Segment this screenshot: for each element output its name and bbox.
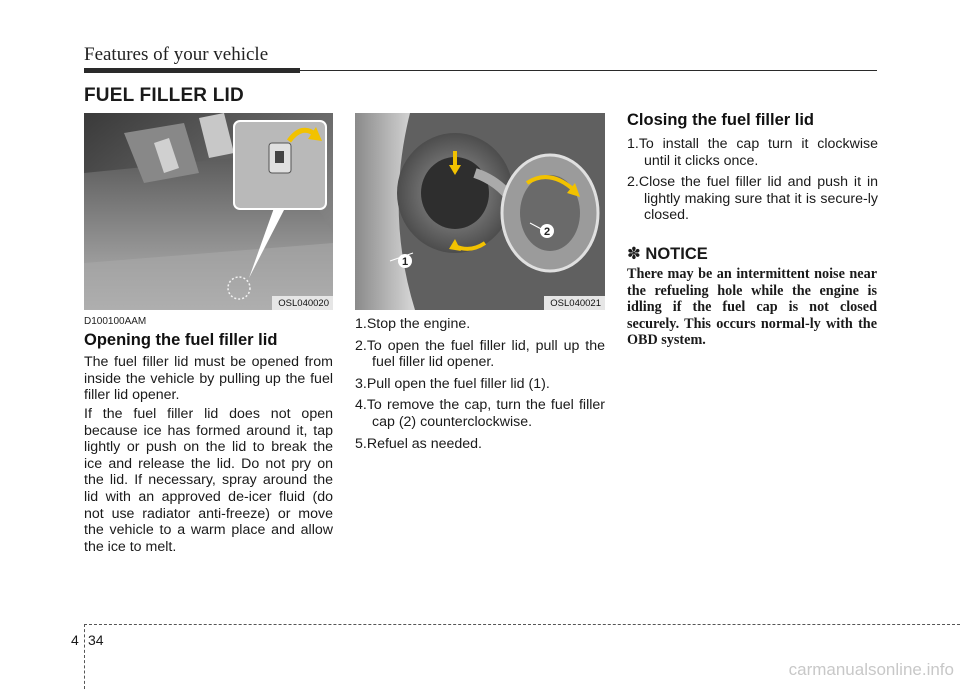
chapter-number: 4 xyxy=(71,632,79,648)
section-code: D100100AAM xyxy=(84,316,147,327)
notice-text: There may be an intermittent noise near the refueling hole while the engine is idling if the fuel cap is not closed securely. This occurs normal-ly with the OBD system. xyxy=(627,266,877,349)
figure-fuel-cap xyxy=(355,113,605,310)
notice-title: ✽ NOTICE xyxy=(627,245,708,263)
figure-label: OSL040021 xyxy=(544,296,605,310)
list-item: 4.To remove the cap, turn the fuel filler cap (2) counterclockwise. xyxy=(355,397,605,430)
paragraph-opening-2: If the fuel filler lid does not open because ice has formed around it, tap lightly or push on the lid to break the ice and release the lid. Do not pry on the lid. If necessary, spray around the lid with an approved de-icer fluid (do not use radiator anti-freeze) or move the vehicle to a warm place and allow the ice to melt. xyxy=(84,406,333,555)
figure-fuel-lid-opener xyxy=(84,113,333,310)
figure-opener-illustration xyxy=(84,113,333,310)
closing-steps-list xyxy=(627,136,878,229)
footer-divider xyxy=(84,624,960,625)
list-item: 5.Refuel as needed. xyxy=(355,435,482,452)
footer-vertical-divider xyxy=(84,624,85,689)
header-rule-thick xyxy=(84,68,300,73)
figure-label: OSL040020 xyxy=(272,296,333,310)
list-item: 1.To install the cap turn it clockwise until it clicks once. xyxy=(627,136,878,169)
figure-cap-illustration xyxy=(355,113,605,310)
list-item: 2.Close the fuel filler lid and push it in lightly making sure that it is secure-ly closed. xyxy=(627,174,878,224)
list-item: 1.Stop the engine. xyxy=(355,316,471,332)
page-number: 34 xyxy=(88,632,104,648)
page-header-title: Features of your vehicle xyxy=(84,44,269,65)
heading-closing: Closing the fuel filler lid xyxy=(627,111,815,129)
watermark-text: carmanualsonline.info xyxy=(788,660,954,679)
heading-opening: Opening the fuel filler lid xyxy=(84,331,278,349)
callout-2: 2 xyxy=(543,226,551,238)
section-title: FUEL FILLER LID xyxy=(84,85,244,106)
paragraph-opening-1: The fuel filler lid must be opened from inside the vehicle by pulling up the fuel filler lid opener. xyxy=(84,354,333,404)
list-item: 3.Pull open the fuel filler lid (1). xyxy=(355,375,550,392)
callout-1: 1 xyxy=(401,256,409,268)
opening-steps-list xyxy=(355,316,605,457)
header-rule-thin xyxy=(300,70,877,71)
list-item: 2.To open the fuel filler lid, pull up the fuel filler lid opener. xyxy=(355,337,605,371)
